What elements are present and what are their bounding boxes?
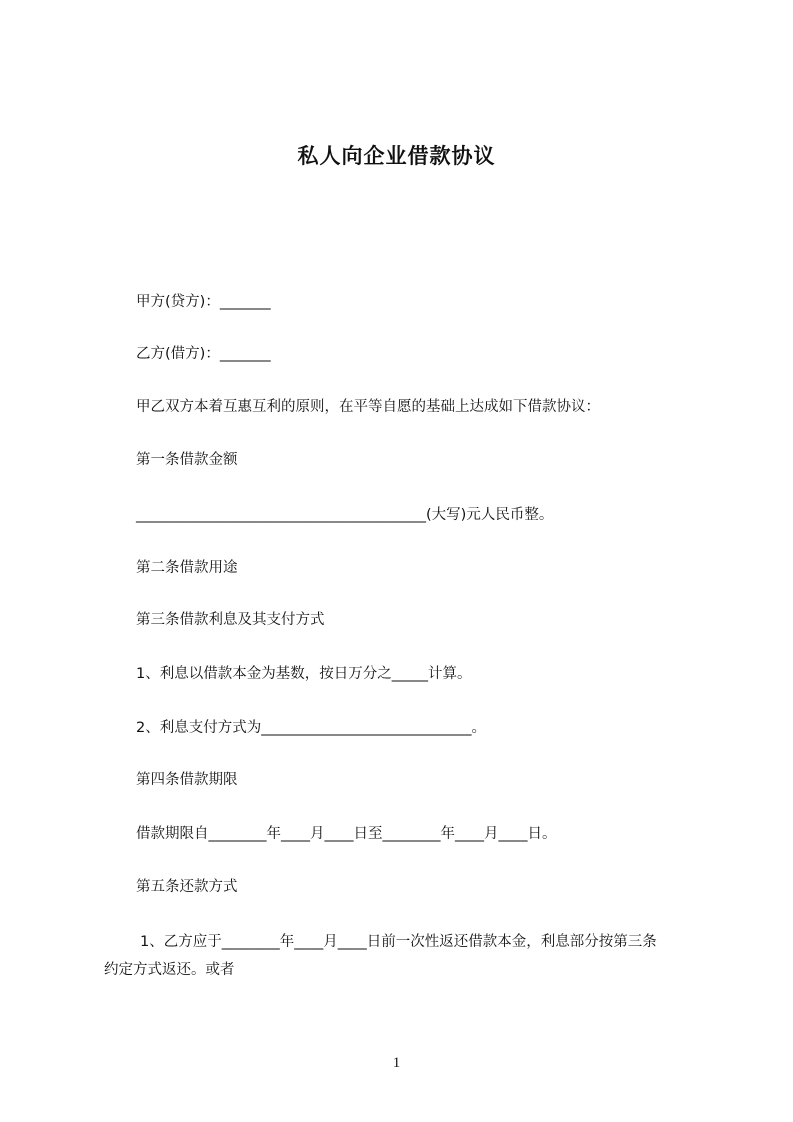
article5-item1-line1: 1、乙方应于________年____月____日前一次性返还借款本金，利息部分按第三条 bbox=[140, 934, 657, 950]
page-number: 1 bbox=[392, 1055, 401, 1071]
party-a-line: 甲方(贷方)：_______ bbox=[136, 294, 271, 310]
document-title: 私人向企业借款协议 bbox=[297, 144, 496, 168]
article5-item1-paragraph bbox=[104, 928, 714, 984]
article3-item1: 1、利息以借款本金为基数，按日万分之_____计算。 bbox=[136, 666, 472, 682]
preamble-text: 甲乙双方本着互惠互利的原则，在平等自愿的基础上达成如下借款协议： bbox=[136, 399, 600, 415]
article1-heading: 第一条借款金额 bbox=[136, 452, 238, 468]
article3-item2: 2、利息支付方式为_____________________________。 bbox=[136, 720, 486, 736]
article4-heading: 第四条借款期限 bbox=[136, 772, 238, 788]
article5-heading: 第五条还款方式 bbox=[136, 879, 238, 895]
party-b-line: 乙方(借方)：_______ bbox=[136, 346, 271, 362]
article4-term-line: 借款期限自________年____月____日至________年____月____日。 bbox=[136, 826, 557, 842]
article1-amount-line: ________________________________________(大写)元人民币整。 bbox=[136, 507, 554, 523]
article2-heading: 第二条借款用途 bbox=[136, 560, 238, 576]
article3-heading: 第三条借款利息及其支付方式 bbox=[136, 612, 325, 628]
article5-item1-line2: 约定方式返还。或者 bbox=[104, 962, 235, 978]
